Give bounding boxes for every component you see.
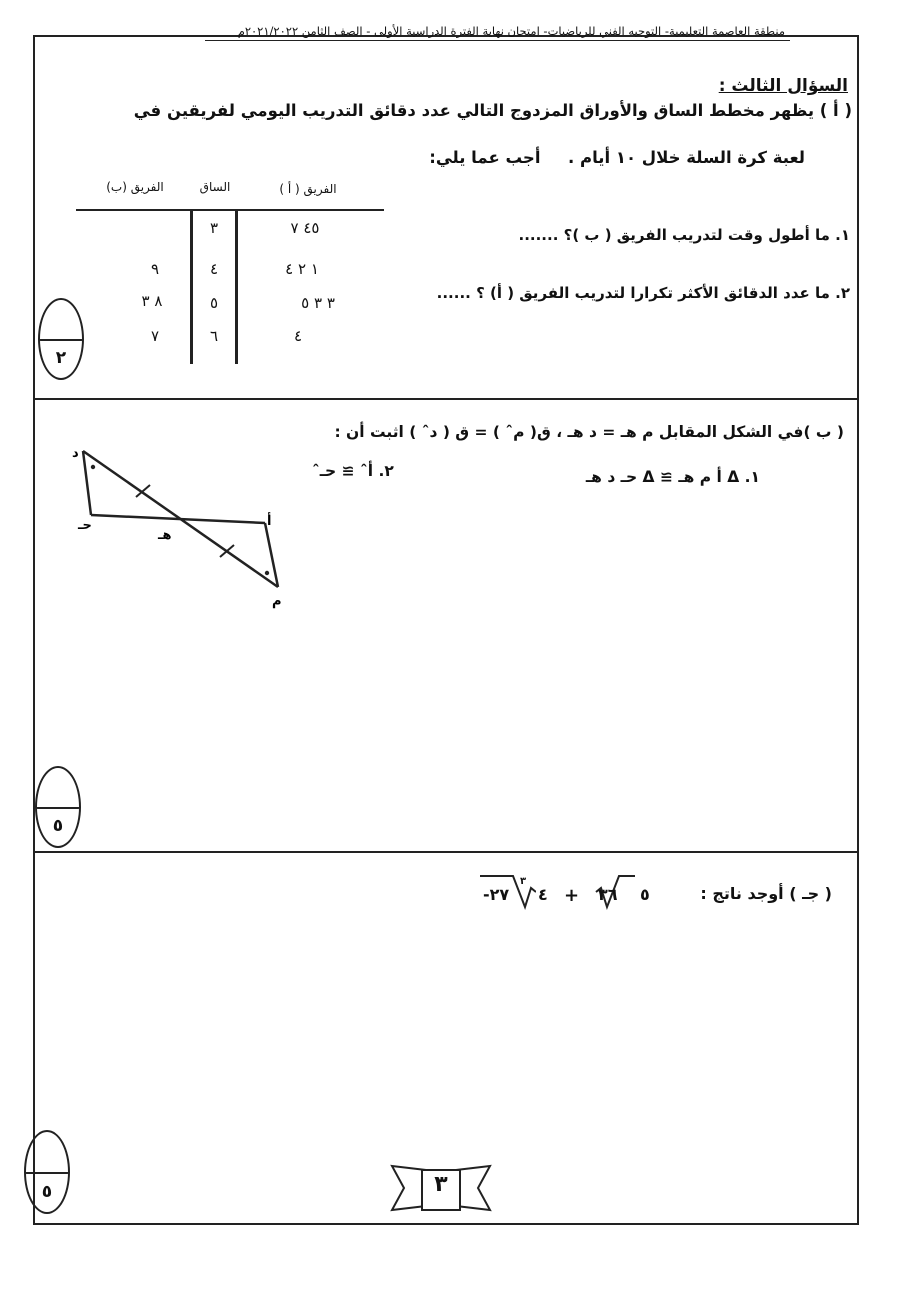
table-divider-right: [235, 209, 238, 364]
table-row-4-stem: ٦: [209, 327, 219, 345]
expr-sqrt36: ٣٦: [598, 885, 618, 904]
label-e: هـ: [158, 528, 172, 543]
angle-dot-m: [265, 571, 269, 575]
header-team-b: الفريق (ب): [106, 180, 164, 194]
geometry-figure: [60, 435, 300, 615]
table-row-3-team-a: ٣ ٣ ٥: [301, 294, 335, 312]
part-a-line1: ( أ ) يظهر مخطط الساق والأوراق المزدوج التالي عدد دقائق التدريب اليومي لفريقين في: [133, 101, 852, 120]
table-row-2-team-a: ١ ٢ ٤: [285, 260, 319, 278]
segment-d-h: [83, 451, 91, 515]
section-divider-1: [35, 398, 857, 400]
table-row-1-stem: ٣: [209, 219, 219, 237]
score-oval-part-a: [38, 298, 84, 380]
table-row-1-team-a: ٤٥ ٧: [290, 219, 320, 237]
section-divider-2: [35, 851, 857, 853]
score-value-part-c: ٥: [41, 1182, 53, 1202]
page-frame: [33, 35, 859, 1225]
table-row-4-team-b: ٧: [150, 327, 160, 345]
table-row-2-team-b: ٩: [150, 260, 160, 278]
part-a-line2-start: لعبة كرة السلة خلال ١٠ أيام .: [567, 148, 805, 167]
score-oval-part-b: [35, 766, 81, 848]
table-row-2-stem: ٤: [209, 260, 219, 278]
part-a-question-2: ٢. ما عدد الدقائق الأكثر تكرارا لتدريب الفريق ( أ) ؟ ......: [436, 284, 850, 302]
label-m: م: [272, 594, 282, 609]
table-header-rule: [76, 209, 384, 211]
angle-dot-d: [91, 465, 95, 469]
question-title: السؤال الثالث :: [718, 76, 848, 96]
score-value-part-a: ٢: [55, 348, 67, 368]
score-oval-part-c: [24, 1130, 70, 1214]
part-a-question-1: ١. ما أطول وقت لتدريب الفريق ( ب )؟ .......: [518, 226, 850, 244]
part-a-answer-prompt: أجب عما يلي:: [429, 148, 541, 167]
part-c-label: ( جـ ) أوجد ناتج :: [700, 884, 832, 903]
score-oval-divider: [26, 1172, 68, 1174]
expr-plus: +: [564, 885, 580, 906]
label-h: حـ: [78, 518, 92, 533]
part-b-text: ( ب )في الشكل المقابل م هـ = د هـ ، ق( مˆ ) = ق ( دˆ ) اثبت أن :: [334, 423, 844, 441]
expr-five: ٥: [640, 885, 650, 904]
exam-header: منطقة العاصمة التعليمية- التوجيه الفني للرياضيات- امتحان نهاية الفترة الدراسية الأولى - الصف الثامن ٢٠٢١/٢٠٢٢م: [237, 24, 785, 38]
label-a: أ: [267, 514, 272, 529]
header-team-a: الفريق ( أ ): [279, 182, 337, 196]
score-oval-divider: [37, 807, 79, 809]
segment-a-m: [265, 523, 278, 587]
table-row-4-team-a: ٤: [293, 327, 303, 345]
table-row-3-stem: ٥: [209, 294, 219, 312]
table-row-3-team-b: ٨ ٣: [141, 292, 163, 310]
page-number: ٣: [434, 1172, 448, 1197]
header-underline: [205, 40, 790, 41]
label-d: د: [72, 446, 79, 461]
expr-four: ٤: [538, 885, 548, 904]
score-value-part-b: ٥: [52, 816, 64, 836]
expr-cube-root-value: -٢٧: [483, 885, 510, 904]
segment-d-m: [83, 451, 278, 587]
part-b-item-1: ١. Δ أ م هـ ≅ Δ حـ د هـ: [585, 468, 760, 486]
part-a-line2: [429, 148, 805, 167]
score-oval-divider: [40, 339, 82, 341]
expr-root-index: ٣: [520, 876, 527, 887]
header-stem: الساق: [199, 180, 231, 194]
part-b-item-2: ٢. أˆ ≅ حـˆ: [312, 462, 394, 480]
